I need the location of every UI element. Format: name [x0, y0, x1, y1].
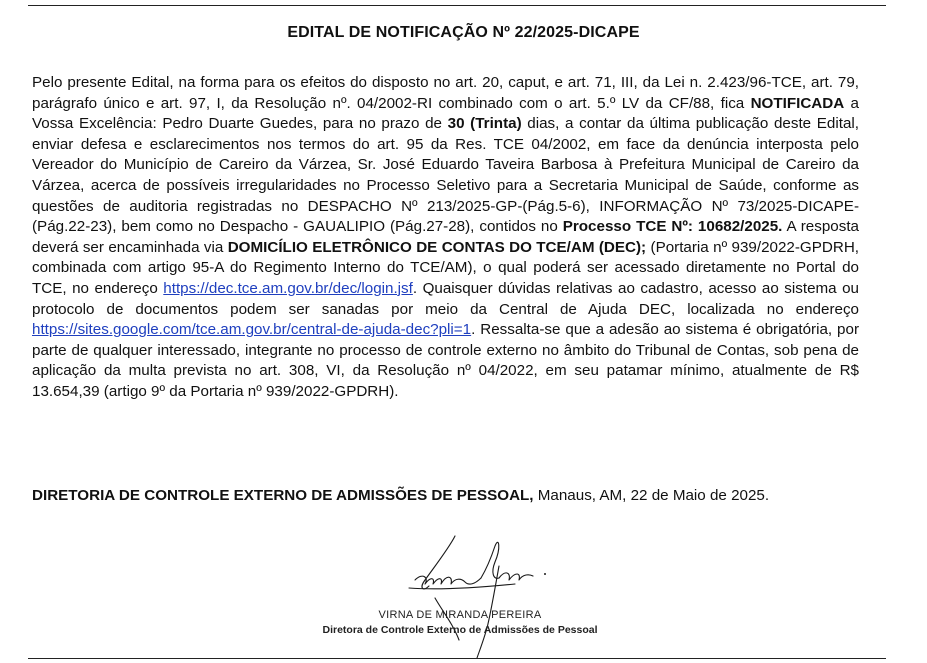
body-text-3: dias, a contar da última publicação deste Edital, enviar defesa e esclarecimentos nos termos do art. 95 da Res. TCE 04/2002, em face da denúncia interposta pelo Vereador do Município de Careiro da Várzea, Sr. José Eduardo Taveira Barbosa à Prefeitura Municipal de Careiro da Várzea, acerca de possíveis irregularidades no Processo Seletivo para a Secretaria Municipal de Saúde, conforme as questões de auditoria registradas no DESPACHO Nº 213/2025-GP-(Pág.5-6), INFORMAÇÃO Nº 73/2025-DICAPE-(Pág.22-23), bem como no Despacho - GAUALIPIO (Pág.27-28), contidos no	[32, 115, 859, 236]
signer-name: VIRNA DE MIRANDA PEREIRA	[378, 609, 542, 621]
place-date: Manaus, AM, 22 de Maio de 2025.	[533, 487, 770, 504]
body-text-5: (Portaria nº 939/2022-GPDRH, combinada com artigo 95-A do Regimento Interno do TCE/AM), o qual poderá ser acessado diretamente no Portal do TCE, no endereço	[32, 238, 860, 297]
dec-login-link[interactable]: https://dec.tce.am.gov.br/dec/login.jsf	[163, 279, 413, 297]
closing-line	[32, 486, 862, 506]
signer-role: Diretora de Controle Externo de Admissões de Pessoal	[322, 624, 598, 636]
process-number: Processo TCE Nº: 10682/2025.	[562, 218, 783, 236]
top-rule	[28, 5, 886, 6]
body-text-2: a Vossa Excelência: Pedro Duarte Guedes, para no prazo de	[32, 94, 859, 133]
body-text-1: Pelo presente Edital, na forma para os efeitos do disposto no art. 20, caput, e art. 71, III, da Lei n. 2.423/96-TCE, art. 79, parágrafo único e art. 97, I, da Resolução nº. 04/2002-RI combinado com o art. 5.º LV da CF/88, fica	[32, 74, 859, 112]
deadline-emphasis: 30 (Trinta)	[447, 115, 522, 133]
bottom-rule	[28, 658, 886, 659]
notified-emphasis: NOTIFICADA	[750, 94, 845, 112]
help-center-link[interactable]: https://sites.google.com/tce.am.gov.br/central-de-ajuda-dec?pli=1	[32, 321, 472, 339]
body-text-6: . Quaisquer dúvidas relativas ao cadastro, acesso ao sistema ou protocolo de documentos podem ser sanadas por meio da Central de Ajuda DEC, localizada no endereço	[32, 279, 860, 318]
handwritten-signature	[395, 528, 565, 663]
directorate-name: DIRETORIA DE CONTROLE EXTERNO DE ADMISSÕES DE PESSOAL,	[32, 487, 534, 504]
dec-emphasis: DOMICÍLIO ELETRÔNICO DE CONTAS DO TCE/AM (DEC);	[227, 238, 647, 256]
body-text-4: A resposta deverá ser encaminhada via	[32, 218, 860, 256]
body-text-7: . Ressalta-se que a adesão ao sistema é obrigatória, por parte de qualquer interessado, integrante no processo de controle externo no âmbito do Tribunal de Contas, sob pena de aplicação da multa prevista no art. 308, VI, da Resolução nº 04/2022, em seu patamar mínimo, atualmente de R$ 13.654,39 (artigo 9º da Portaria nº 939/2022-GPDRH).	[32, 321, 859, 400]
document-title: EDITAL DE NOTIFICAÇÃO Nº 22/2025-DICAPE	[287, 24, 640, 41]
notification-body	[32, 73, 859, 403]
